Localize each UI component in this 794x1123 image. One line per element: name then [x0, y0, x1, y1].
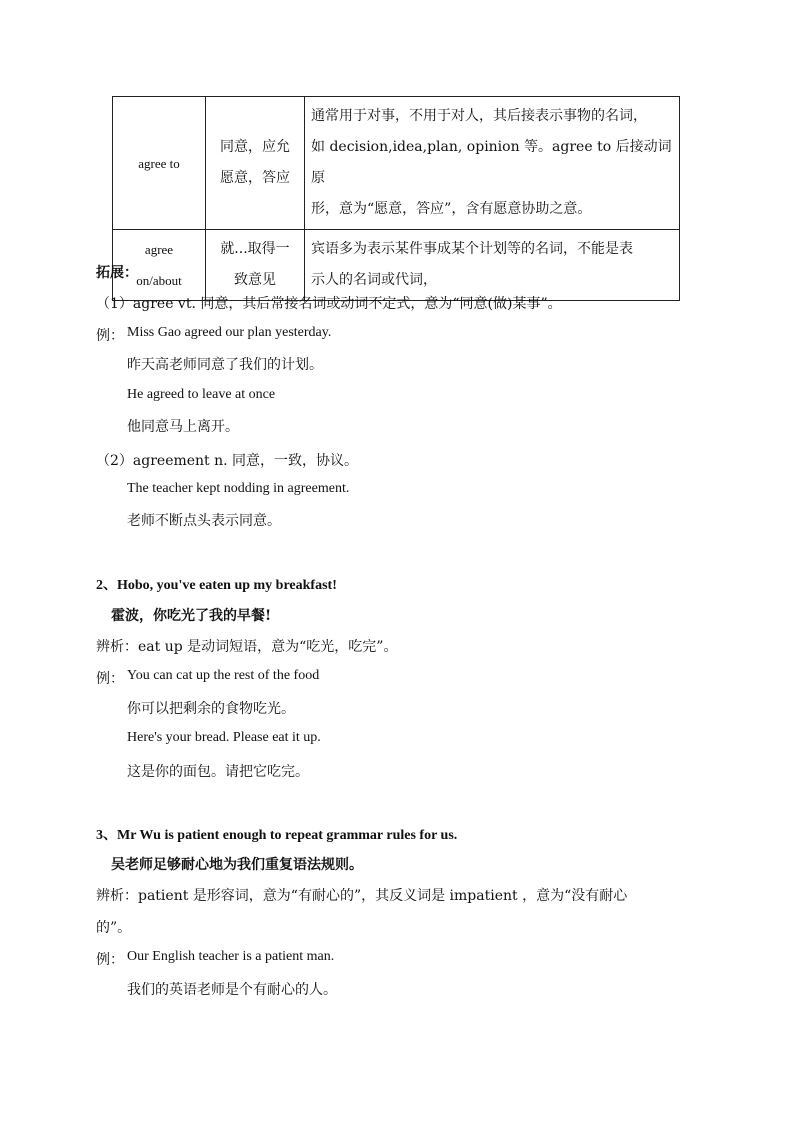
table-cell-term: agree to — [113, 97, 206, 230]
example-1-en: Miss Gao agreed our plan yesterday. — [127, 325, 332, 340]
example-label: 例： — [96, 671, 124, 687]
term-line: on/about — [136, 273, 182, 288]
section-3-example-1-en: Our English teacher is a patient man. — [127, 949, 335, 964]
expand-heading: 拓展： — [96, 265, 138, 281]
term-line: agree — [144, 242, 174, 257]
section-3-title-zh: 吴老师足够耐心地为我们重复语法规则。 — [111, 857, 363, 873]
usage-line: 形，意为“愿意，答应”，含有愿意协助之意。 — [311, 201, 592, 217]
item-1-agree: （1）agree vt. 同意，其后常接名词或动词不定式，意为“同意(做)某事”。 — [96, 296, 562, 312]
example-3-zh: 老师不断点头表示同意。 — [127, 513, 281, 529]
usage-line: 通常用于对事，不用于对人，其后接表示事物的名词， — [311, 108, 647, 124]
example-label: 例： — [96, 952, 124, 968]
table-cell-usage — [305, 97, 680, 230]
example-label: 例： — [96, 328, 124, 344]
section-2-example-2-zh: 这是你的面包。请把它吃完。 — [127, 764, 309, 780]
section-2-example-1-zh: 你可以把剩余的食物吃光。 — [127, 701, 295, 717]
usage-line: 示人的名词或代词， — [311, 272, 437, 288]
section-3-example-1-zh: 我们的英语老师是个有耐心的人。 — [127, 982, 337, 998]
usage-line: 如 decision,idea,plan, opinion 等。agree to 后接动词原 — [311, 139, 672, 186]
section-2-example-2-en: Here's your bread. Please eat it up. — [127, 730, 321, 745]
meaning-line: 就...取得一 — [220, 241, 290, 257]
example-2-en: He agreed to leave at once — [127, 387, 276, 402]
vocabulary-table — [112, 96, 680, 301]
section-2-title: 2、Hobo, you've eaten up my breakfast! — [96, 578, 337, 593]
item-2-agreement: （2）agreement n. 同意，一致，协议。 — [96, 453, 359, 469]
section-2-example-1-en: You can cat up the rest of the food — [127, 668, 320, 683]
table-cell-meaning — [206, 230, 305, 301]
section-2-analysis: 辨析：eat up 是动词短语，意为“吃光，吃完”。 — [96, 639, 398, 655]
section-3-analysis-line-2: 的”。 — [96, 920, 132, 936]
section-2-title-zh: 霍波，你吃光了我的早餐! — [111, 608, 272, 624]
usage-line: 宾语多为表示某件事成某个计划等的名词，不能是表 — [311, 241, 633, 257]
example-2-zh: 他同意马上离开。 — [127, 419, 239, 435]
meaning-line: 同意，应允 — [220, 139, 290, 155]
table-cell-usage — [305, 230, 680, 301]
table-cell-meaning — [206, 97, 305, 230]
table-row — [113, 97, 680, 230]
section-3-analysis-line-1: 辨析：patient 是形容词，意为“有耐心的”，其反义词是 impatient ，意为“没有耐心 — [96, 888, 628, 904]
example-1-zh: 昨天高老师同意了我们的计划。 — [127, 357, 323, 373]
table-row — [113, 230, 680, 301]
section-3-title: 3、Mr Wu is patient enough to repeat grammar rules for us. — [96, 828, 458, 843]
meaning-line: 致意见 — [234, 272, 276, 288]
meaning-line: 愿意，答应 — [220, 170, 290, 186]
example-3-en: The teacher kept nodding in agreement. — [127, 481, 350, 496]
